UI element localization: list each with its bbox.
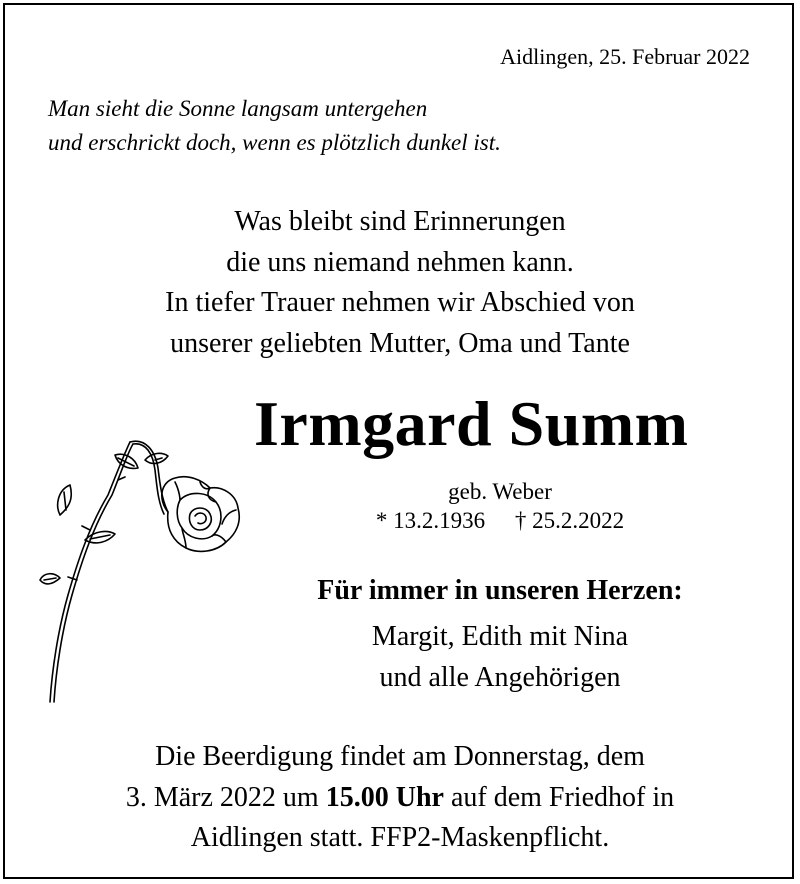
intro-line: unserer geliebten Mutter, Oma und Tante [170,327,630,359]
funeral-line: Die Beerdigung findet am Donnerstag, dem [155,741,645,772]
life-dates [300,508,700,534]
birth-date: * 13.2.1936 [375,508,486,533]
mourners-list [270,617,730,698]
funeral-line: Aidlingen statt. FFP2-Maskenpflicht. [190,822,610,853]
death-date: † 25.2.2022 [514,508,625,533]
deceased-name: Irmgard Summ [254,388,689,459]
place-date: Aidlingen, 25. Februar 2022 [500,44,750,69]
intro-line: In tiefer Trauer nehmen wir Abschied von [165,287,635,318]
funeral-info [0,737,800,859]
birth-name: geb. Weber [448,479,552,504]
mourners-line: und alle Angehörigen [379,661,621,693]
quote [48,92,501,160]
intro-text [0,202,800,364]
intro-line: die uns niemand nehmen kann. [226,246,574,278]
quote-line: Man sieht die Sonne langsam untergehen [48,96,428,121]
quote-line: und erschrickt doch, wenn es plötzlich dunkel ist. [48,130,501,155]
mourners-heading: Für immer in unseren Herzen: [317,575,683,606]
funeral-time: 15.00 Uhr [325,781,444,813]
mourners-line: Margit, Edith mit Nina [371,621,629,652]
rose-icon [30,430,275,710]
funeral-line [0,778,800,819]
intro-line: Was bleibt sind Erinnerungen [234,206,566,237]
funeral-text: 3. März 2022 um [125,781,326,813]
funeral-text: auf dem Friedhof in [443,781,675,813]
